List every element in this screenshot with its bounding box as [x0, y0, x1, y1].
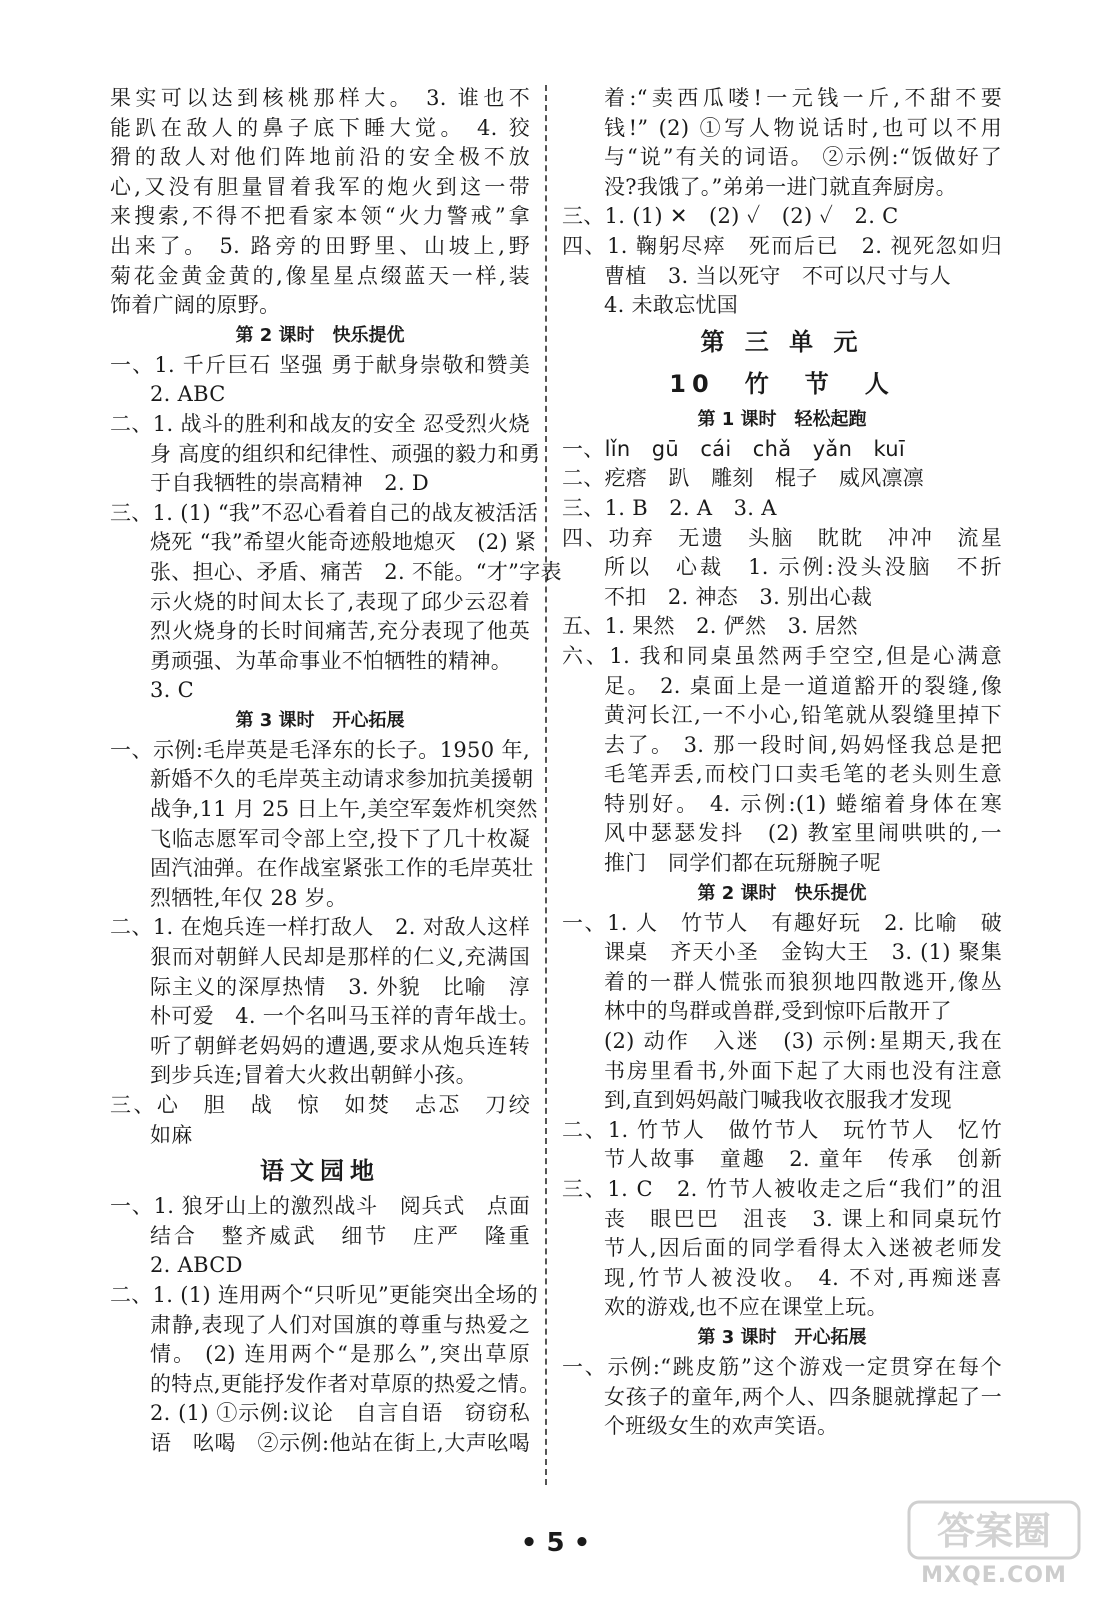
text-line: 出来了。 5. 路旁的田野里、山坡上,野	[110, 233, 530, 258]
right-column	[562, 84, 1002, 1442]
answer-line: 三、1. (1) ✕ (2) ✓ (2) ✓ 2. C	[562, 204, 899, 229]
text-line: 饰着广阔的原野。	[110, 293, 281, 318]
answer-line: 听了朝鲜老妈妈的遭遇,要求从炮兵连转	[150, 1033, 530, 1058]
answer-line: 三、1. B 2. A 3. A	[562, 495, 777, 520]
watermark-logo	[905, 1496, 1083, 1588]
answer-line: 烧死 “我”希望火能奇迹般地熄灭 (2) 紧	[150, 530, 537, 555]
answer-line: 着的一群人慌张而狼狈地四散逃开,像丛	[604, 969, 1002, 994]
answer-line: 新婚不久的毛岸英主动请求参加抗美援朝	[150, 767, 534, 792]
answer-line: 一、示例:“跳皮筋”这个游戏一定贯穿在每个	[562, 1354, 1002, 1379]
answer-line: 六、1. 我和同桌虽然两手空空,但是心满意	[562, 643, 1002, 668]
answer-line: 丧 眼巴巴 沮丧 3. 课上和同桌玩竹	[604, 1206, 1002, 1231]
answer-line: 课桌 齐天小圣 金钩大王 3. (1) 聚集	[604, 940, 1002, 965]
column-divider	[545, 85, 547, 1485]
answer-line: 着:“卖西瓜喽!一元钱一斤,不甜不要	[604, 86, 1002, 110]
text-line: 猾的敌人对他们阵地前沿的安全极不放	[110, 145, 530, 170]
answer-line: 示火烧的时间太长了,表现了邱少云忍着	[150, 589, 530, 614]
answer-line: 语 吆喝 ②示例:他站在街上,大声吆喝	[150, 1430, 530, 1455]
answer-line: 结合 整齐威武 细节 庄严 隆重	[150, 1223, 530, 1248]
answer-line: 所以 心裁 1. 示例:没头没脑 不折	[604, 555, 1002, 580]
answer-line: 4. 未敢忘忧国	[604, 293, 739, 318]
answer-line: 女孩子的童年,两个人、四条腿就撑起了一	[604, 1384, 1002, 1409]
answer-line: 际主义的深厚热情 3. 外貌 比喻 淳	[150, 974, 530, 999]
answer-line: 四、1. 鞠躬尽瘁 死而后已 2. 视死忽如归	[562, 233, 1002, 258]
left-column	[110, 84, 562, 1459]
answer-line: 林中的鸟群或兽群,受到惊吓后散开了	[604, 999, 952, 1024]
answer-line: 没?我饿了。”弟弟一进门就直奔厨房。	[604, 174, 957, 199]
answer-line: 一、示例:毛岸英是毛泽东的长子。1950 年,	[110, 737, 530, 762]
answer-line: 一、1. 狼牙山上的激烈战斗 阅兵式 点面	[110, 1194, 530, 1219]
text-line: 能趴在敌人的鼻子底下睡大觉。 4. 狡	[110, 115, 530, 140]
answer-line: 到步兵连;冒着大火救出朝鲜小孩。	[150, 1063, 477, 1088]
answer-line: 曹植 3. 当以死守 不可以尺寸与人	[604, 263, 952, 288]
answer-line: 五、1. 果然 2. 俨然 3. 居然	[562, 614, 858, 639]
answer-line: 身 高度的组织和纪律性、顽强的毅力和勇	[150, 441, 541, 466]
lesson-heading: 第 3 课时 开心拓展	[697, 1326, 867, 1348]
text-line: 心,又没有胆量冒着我军的炮火到这一带	[110, 174, 530, 199]
text-line: 来搜索,不得不把看家本领“火力警戒”拿	[110, 204, 530, 229]
answer-line: 特别好。 4. 示例:(1) 蜷缩着身体在寒	[604, 791, 1002, 816]
answer-line: 战争,11 月 25 日上午,美空军轰炸机突然	[150, 797, 538, 822]
answer-line: 2. ABC	[150, 382, 226, 407]
answer-line: 与“说”有关的词语。 ②示例:“饭做好了	[604, 145, 1002, 170]
lesson-heading: 第 1 课时 轻松起跑	[697, 408, 867, 430]
answer-line: 肃静,表现了人们对国旗的尊重与热爱之	[150, 1312, 530, 1337]
answer-line: 2. ABCD	[150, 1253, 243, 1278]
lesson-heading: 第 2 课时 快乐提优	[235, 324, 405, 346]
answer-line: 节人,因后面的同学看得太入迷被老师发	[604, 1236, 1002, 1261]
answer-line: 2. (1) ①示例:议论 自言自语 窃窃私	[150, 1401, 530, 1426]
answer-line: 风中瑟瑟发抖 (2) 教室里闹哄哄的,一	[604, 821, 1002, 846]
answer-line: 如麻	[150, 1122, 193, 1147]
answer-line: 于自我牺牲的崇高精神 2. D	[150, 471, 430, 496]
answer-line: 二、1. 战斗的胜利和战友的安全 忍受烈火烧	[110, 411, 530, 436]
answer-line: 勇顽强、为革命事业不怕牺牲的精神。	[150, 648, 513, 673]
answer-line: 3. C	[150, 678, 194, 703]
answer-line: 黄河长江,一不小心,铅笔就从裂缝里掉下	[604, 703, 1002, 728]
answer-line: 钱!” (2) ①写人物说话时,也可以不用	[604, 115, 1002, 140]
watermark-url: MXQE.COM	[921, 1563, 1067, 1588]
answer-line: 二、疙瘩 趴 雕刻 棍子 威风凛凛	[562, 466, 925, 491]
answer-line: 毛笔弄丢,而校门口卖毛笔的老头则生意	[604, 762, 1002, 787]
answer-line: 个班级女生的欢声笑语。	[604, 1414, 839, 1439]
answer-line: 狠而对朝鲜人民却是那样的仁义,充满国	[150, 945, 530, 970]
answer-line: 欢的游戏,也不应在课堂上玩。	[604, 1295, 888, 1320]
answer-line: 节人故事 童趣 2. 童年 传承 创新	[604, 1147, 1002, 1172]
text-line: 果实可以达到核桃那样大。 3. 谁也不	[110, 86, 530, 110]
answer-line: 不扣 2. 神态 3. 别出心裁	[604, 584, 873, 609]
answer-line: 到,直到妈妈敲门喊我收衣服我才发现	[604, 1088, 952, 1113]
answer-line: 张、担心、矛盾、痛苦 2. 不能。“才”字表	[150, 559, 562, 584]
answer-line: 固汽油弹。在作战室紧张工作的毛岸英壮	[150, 856, 534, 881]
answer-line: 烈火烧身的长时间痛苦,充分表现了他英	[150, 619, 530, 644]
answer-line: 飞临志愿军司令部上空,投下了几十枚凝	[150, 826, 530, 851]
lesson-heading: 第 2 课时 快乐提优	[697, 882, 867, 904]
answer-line: 朴可爱 4. 一个名叫马玉祥的青年战士。	[150, 1004, 540, 1029]
answer-line: (2) 动作 入迷 (3) 示例:星期天,我在	[604, 1029, 1002, 1054]
answer-line: 去了。 3. 那一段时间,妈妈怪我总是把	[604, 732, 1002, 757]
answer-line: 情。 (2) 连用两个“是那么”,突出草原	[150, 1342, 530, 1367]
text-line: 菊花金黄金黄的,像星星点缀蓝天一样,装	[110, 263, 530, 288]
lesson-title: 10 竹 节 人	[669, 369, 895, 398]
answer-line: 二、1. (1) 连用两个“只听见”更能突出全场的	[110, 1282, 539, 1307]
answer-line: 一、1. 千斤巨石 坚强 勇于献身崇敬和赞美	[110, 352, 530, 377]
answer-line: 推门 同学们都在玩掰腕子呢	[604, 851, 881, 876]
answer-line: 三、1. (1) “我”不忍心看着自己的战友被活活	[110, 500, 539, 525]
answer-line: 足。 2. 桌面上是一道道豁开的裂缝,像	[604, 673, 1002, 698]
answer-line: 的特点,更能抒发作者对草原的热爱之情。	[150, 1371, 541, 1396]
lesson-heading: 第 3 课时 开心拓展	[235, 709, 405, 731]
answer-line: 三、1. C 2. 竹节人被收走之后“我们”的沮	[562, 1177, 1002, 1201]
answer-line: 烈牺牲,年仅 28 岁。	[150, 885, 348, 910]
pinyin-line: 一、lǐn gū cái chǎ yǎn kuī	[562, 436, 906, 461]
answer-line: 一、1. 人 竹节人 有趣好玩 2. 比喻 破	[562, 910, 1002, 935]
section-title: 语文园地	[260, 1157, 380, 1186]
unit-title: 第 三 单 元	[700, 327, 864, 356]
answer-line: 现,竹节人被没收。 4. 不对,再痴迷喜	[604, 1265, 1002, 1290]
answer-line: 二、1. 竹节人 做竹节人 玩竹节人 忆竹	[562, 1117, 1002, 1142]
page-number: • 5 •	[520, 1528, 591, 1558]
watermark-text: 答案圈	[936, 1509, 1052, 1553]
answer-line: 二、1. 在炮兵连一样打敌人 2. 对敌人这样	[110, 915, 530, 940]
answer-line: 三、心 胆 战 惊 如焚 忐忑 刀绞	[110, 1093, 530, 1117]
answer-line: 书房里看书,外面下起了大雨也没有注意	[604, 1058, 1002, 1083]
answer-line: 四、功弃 无遗 头脑 眈眈 冲冲 流星	[562, 525, 1002, 550]
